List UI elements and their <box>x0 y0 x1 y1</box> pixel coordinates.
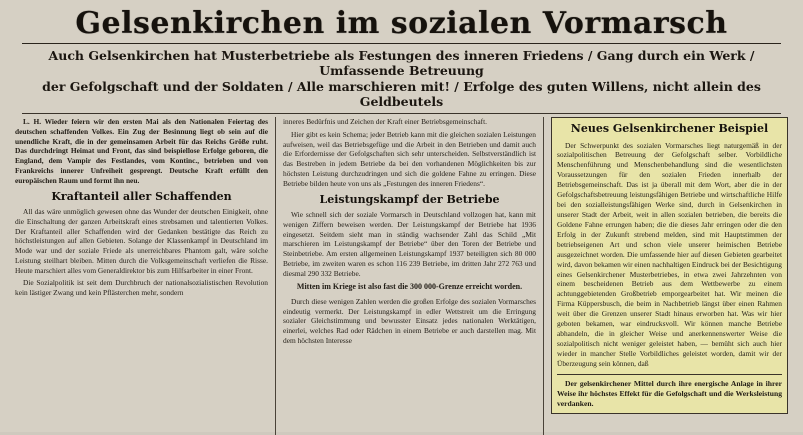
column-two <box>276 117 544 435</box>
subheadline-line-1: Auch Gelsenkirchen hat Musterbetriebe als Festungen des inneren Friedens / Gang durch ein Werk / Umfassende Betreuung <box>48 47 755 79</box>
column-one <box>8 117 276 435</box>
box-footer-text: Der gelsenkirchener Mittel durch ihre energische Anlage in ihrer Weise ihr höchstes Effekt für die Gefolgschaft und die Werksleistung verdanken. <box>557 374 782 409</box>
article-columns <box>8 117 795 435</box>
paragraph-continuation: inneres Bedürfnis und Zeichen der Kraft einer Betriebsgemeinschaft. <box>283 117 487 126</box>
divider-top <box>22 43 781 44</box>
section-heading-kraftanteil: Kraftanteil aller Schaffenden <box>51 190 232 204</box>
center-note: Mitten im Kriege ist also fast die 300 000-Grenze erreicht worden. <box>296 282 523 292</box>
paragraph: Die Sozialpolitik ist seit dem Durchbruch der nationalsozialistischen Revolution kein lästiger Zwang und kein Pflästerchen mehr, sondern <box>15 278 268 298</box>
highlighted-box <box>551 117 788 414</box>
box-heading: Neues Gelsenkirchener Beispiel <box>570 122 769 135</box>
paragraph: Durch diese wenigen Zahlen werden die großen Erfolge des sozialen Vormarsches eindeutig vermerkt. Der Leistungskampf in edler Wettstreit um die Erringung sozialer Gleichstimmung und bewusster Einsatz jedes nationalen Werktätigen, einerlei, welches Rad oder Rädchen in einem Betriebe er auch darstellen mag. Mit dem höchsten Interesse <box>283 296 536 345</box>
paragraph: Hier gibt es kein Schema; jeder Betrieb kann mit die gleichen sozialen Leistungen aufweisen, weil das Betriebsgefüge und die Arbeit in den Betrieben und damit auch die Erfordernisse der Gefolgschaften sich sehr unterscheiden. Selbstverständlich ist das Bestreben in jedem Betriebe da bei den vorhandenen Möglichkeiten bis zur höchsten Leistung durchzudringen und sich die goldene Fahne zu erringen. Diese Betriebe bilden heute von uns als „Festungen des inneren Friedens“. <box>283 129 536 188</box>
divider-under-subhead <box>22 113 781 114</box>
page-title: Gelsenkirchen im sozialen Vormarsch <box>75 6 728 41</box>
lead-paragraph: L. H. Wieder feiern wir den ersten Mai als den Nationalen Feiertag des deutschen schaffenden Volkes. Ein Zug der Besinnung liegt ob sein auf die unendliche Kraft, die in der gemeinsamen Arbeit für das Reichs Größe ruht. Das durchdringt Heimat und Front, das sind beispiellose Erfolge geboren, die England, dem Vampir des Festlandes, vom Kontinc., betrieben und von Frankreichs innerer Unfreiheit gesprengt. Deutsche Kraft erfüllt den europäischen Raum und formt ihn neu. <box>15 117 268 185</box>
subheadline <box>8 48 795 111</box>
subheadline-line-2: der Gefolgschaft und der Soldaten / Alle marschieren mit! / Erfolge des guten Willens, nicht allein des Geldbeutels <box>42 78 761 110</box>
column-three <box>544 117 795 435</box>
paragraph: All das wäre unmöglich gewesen ohne das Wunder der deutschen Einigkeit, ohne die Einschaltung der ganzen Arbeitskraft eines strebsamen und talentierten Volkes. Der Kraftanteil aller Schaffenden wird der Gedanken bestätigte das Reich zu höchstleistungen auf allen Gebieten. Solange der Klassenkampf in Deutschland im Mode war und der soziale Friede als unerreichbares Phantom galt, wäre solche Leistung steilhart bleiben. Mitten durch die Volksgemeinschaft verliefen die Risse. Heute marschiert alles vom Generaldirektor bis zum Hilfsarbeiter in einer Front. <box>15 207 268 275</box>
section-heading-leistungskampf: Leistungskampf der Betriebe <box>319 193 500 207</box>
paragraph: Der Schwerpunkt des sozialen Vormarsches liegt naturgemäß in der sozialpolitischen Betreuung der Gefolgschaft selber. Vorbildliche Menschenführung und Menschenbehandlung sind die wesentlichsten Voraussetzungen für den sozialen Frieden innerhalb der Betriebsgemeinschaft. Das ist ja überall mit dem Wort, aber die in der Gefolgschaftsbetreuung leistungsfähigen Betriebe und wirtschaftliche Hilfe bei den sozialleistungsfähigen Werke sind, durch in Gelsenkirchen in unserer Stadt der Arbeit, weit in allen sozialen betrieben, die bereits die Goldene Fahne errungen haben; die die dieses Jahr erringen oder die den Erfolg in der Zukunft strebend melden, sind mit Hauptstimmen der betriebseigenen Art und schon viele unserer heimischen Betriebe ausgezeichnet worden. Die umfassende hier auf diesen Gebieten gearbeitet wird, davon bekamen wir einen nachhaltigen Eindruck bei der Besichtigung eines Gelsenkirchener Musterbetriebes, in etwa zwei Jahrzehnten von einem bescheidenen Betrieb aus dem Wettbewerbe zu einem achtunggebietenden Großbetrieb emporgearbeitet hat. Wir meinen die Firma Küppersbusch, die beim in Nachbetrieb längst über einen Rahmen weit über die Grenzen unserer Stadt hinaus erworben hat. Was wir hier geboten bekamen, war eindrucksvoll. Wir können manche Betriebe abhandeln, die in gleicher Weise und anerkennenswerter Weise die sozialpolitisch nicht weniger geleistet haben, — bemüht sich auch hier wieder in mancher Stelle Vorbildliches geleistet worden, damit wir der Überzeugung sein können, daß <box>557 140 782 368</box>
paragraph: Wie schnell sich der soziale Vormarsch in Deutschland vollzogen hat, kann mit wenigen Ziffern beweisen werden. Der Leistungskampf der Betriebe hat 1936 eingesetzt. Seitdem sieht man in ständig wachsender Zahl das Schild „Mit marschieren im Leistungskampf der Betriebe“ über den Toren der Betriebe und Steinbetriebe. Am ersten allgemeinen Leistungskampf 1937 beteiligten sich 80 000 Betriebe, im zweiten waren es schon 116 239 Betriebe, im dritten Jahr 272 763 und diesmal 290 332 Betriebe. <box>283 210 536 278</box>
